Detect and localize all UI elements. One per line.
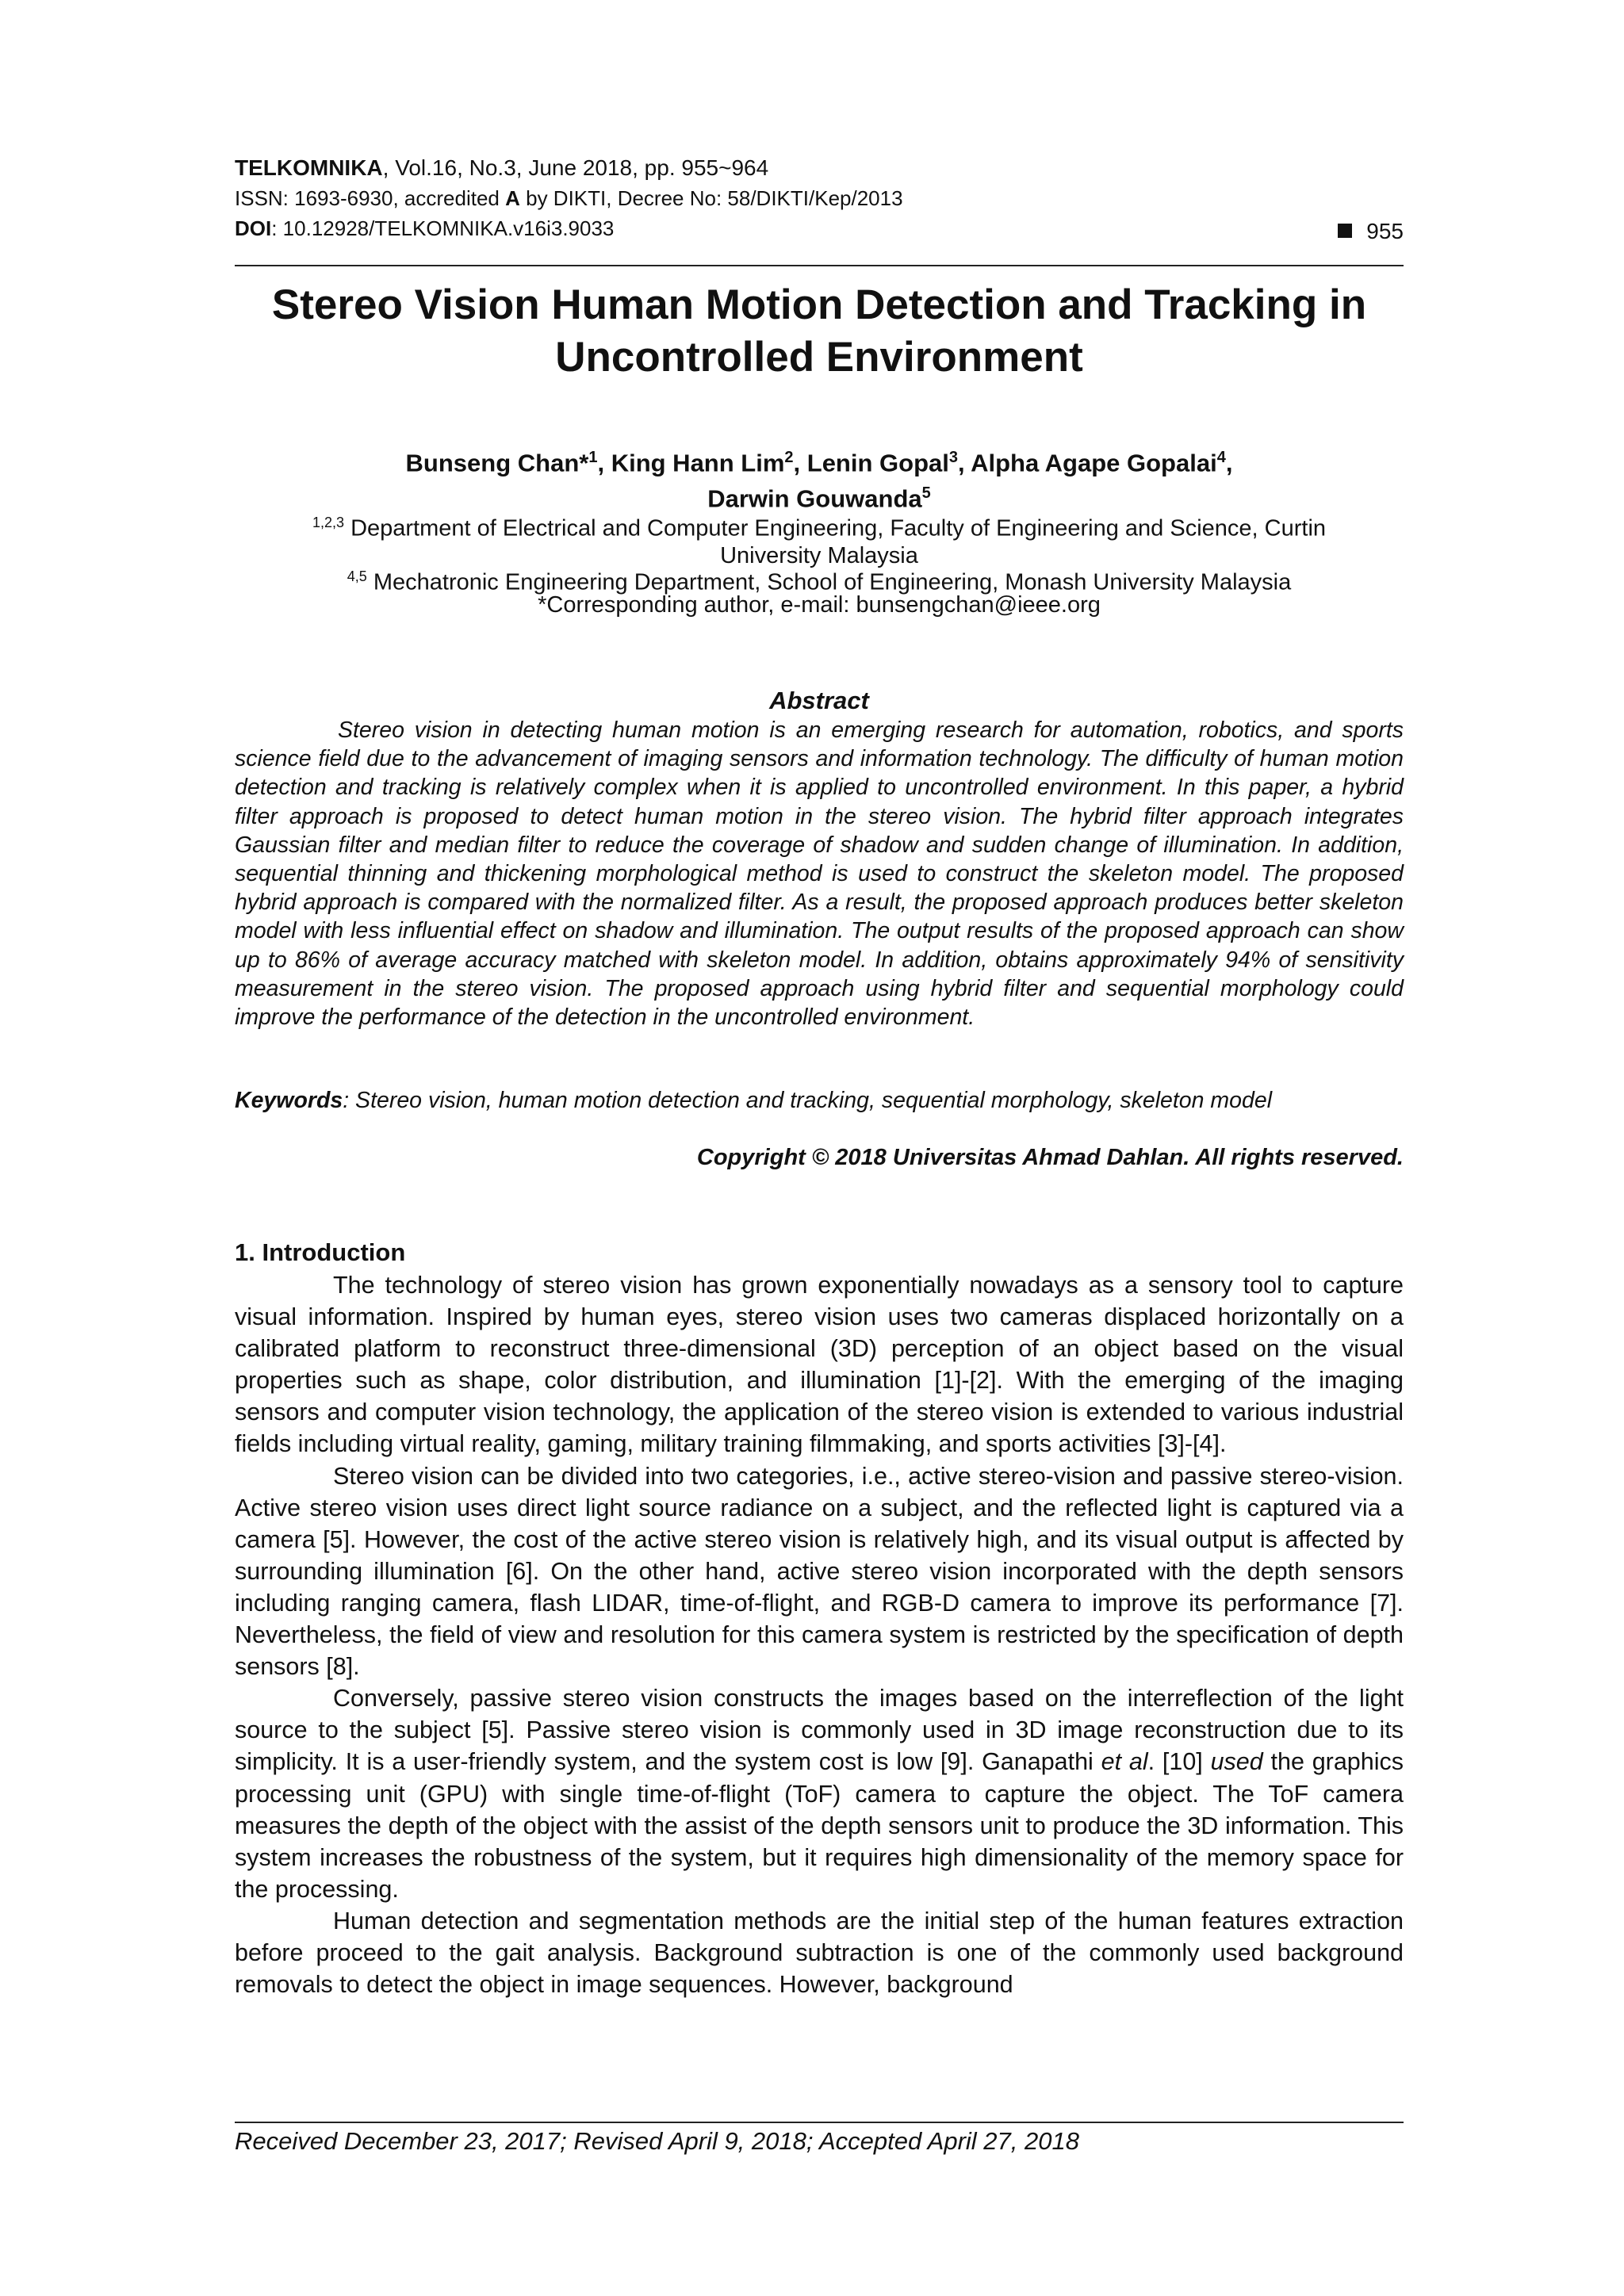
introduction-body: [235, 1269, 1404, 2000]
affiliation-sup: 4,5: [347, 568, 367, 584]
issn-line: [235, 186, 1400, 211]
doi-label: DOI: [235, 216, 272, 240]
title-line-1: Stereo Vision Human Motion Detection and Tracking in: [271, 281, 1367, 328]
affiliation-text: Mechatronic Engineering Department, School of Engineering, Monash University Malaysia: [366, 569, 1292, 595]
title-line-2: Uncontrolled Environment: [555, 334, 1083, 381]
volume-info: , Vol.16, No.3, June 2018, pp. 955~964: [382, 155, 769, 180]
keywords-label: Keywords: [235, 1088, 343, 1113]
author-name: , King Hann Lim: [597, 449, 785, 477]
paragraph: Stereo vision can be divided into two categories, i.e., active stereo-vision and passive stereo-vision. Active stereo vision uses direct light source radiance on a subject, and the reflected light is captured via a camera [5]. However, the cost of the active stereo vision is relatively high, and its visual output is affected by surrounding illumination [6]. On the other hand, active stereo vision incorporated with the depth sensors including ranging camera, flash LIDAR, time-of-flight, and RGB-D camera to improve its performance [7]. Nevertheless, the field of view and resolution for this camera system is restricted by the specification of depth sensors [8].: [235, 1462, 1404, 1681]
affiliation-sup: 1,2,3: [312, 515, 345, 530]
author-sup: 2: [784, 449, 794, 466]
author-sup: 3: [948, 449, 958, 466]
corresponding-author: *Corresponding author, e-mail: bunsengchan@ieee.org: [538, 592, 1101, 618]
journal-line: [235, 155, 1400, 181]
section-heading-introduction: 1. Introduction: [235, 1238, 406, 1266]
et-al-italic: et al: [1101, 1748, 1148, 1776]
paragraph: The technology of stereo vision has grown exponentially nowadays as a sensory tool to capture visual information. Inspired by human eyes, stereo vision uses two cameras displaced horizontally on a calibrated platform to reconstruct three-dimensional (3D) perception of an object based on the visual properties such as shape, color distribution, and illumination [1]-[2]. With the emerging of the imaging sensors and computer vision technology, the application of the stereo vision is extended to various industrial fields including virtual reality, gaming, military training filmmaking, and sports activities [3]-[4].: [235, 1272, 1404, 1458]
abstract-text: Stereo vision in detecting human motion is an emerging research for automation, robotics, and sports science field due to the advancement of imaging sensors and information technology. The difficulty of human motion detection and tracking is relatively complex when it is applied to uncontrolled environment. In this paper, a hybrid filter approach is proposed to detect human motion in the stereo vision. The hybrid filter approach integrates Gaussian filter and median filter to reduce the coverage of shadow and sudden change of illumination. In addition, sequential thinning and thickening morphological method is used to construct the skeleton model. The proposed hybrid approach is compared with the normalized filter. As a result, the proposed approach produces better skeleton model with less influential effect on shadow and illumination. The output results of the proposed approach can show up to 86% of average accuracy matched with skeleton model. In addition, obtains approximately 94% of sensitivity measurement in the stereo vision. The proposed approach using hybrid filter and sequential morphology could improve the performance of the detection in the uncontrolled environment.: [235, 718, 1404, 1031]
author-sup: 4: [1216, 449, 1226, 466]
page-number: [1338, 219, 1404, 244]
paragraph-text: Conversely, passive stereo vision constructs the images based on the interreflection of the light source to the subject [5]. Passive stereo vision is commonly used in 3D image reconstruction due to its simplicity. It is a user-friendly system, and the system cost is low [9]. Ganapathi: [235, 1685, 1404, 1776]
author-separator: ,: [1225, 449, 1233, 477]
square-bullet-icon: [1338, 224, 1352, 238]
used-italic: used: [1210, 1748, 1263, 1776]
paper-title: [235, 279, 1404, 384]
keywords-text: : Stereo vision, human motion detection and tracking, sequential morphology, skeleton model: [343, 1088, 1273, 1113]
author-sup: 1: [588, 449, 598, 466]
abstract-heading: Abstract: [769, 687, 869, 714]
header-rule: [235, 265, 1404, 266]
paragraph-text: the graphics processing unit (GPU) with single time-of-flight (ToF) camera to capture the object. The ToF camera measures the depth of the object with the assist of the depth sensors unit to produce the 3D information. This system increases the robustness of the system, but it requires high dimensionality of the memory space for the processing.: [235, 1748, 1404, 1903]
author-name: Bunseng Chan*: [405, 449, 589, 477]
paragraph: Human detection and segmentation methods are the initial step of the human features extraction before proceed to the gait analysis. Background subtraction is one of the commonly used background removals to detect the object in image sequences. However, background: [235, 1907, 1404, 1999]
affiliation-1: [235, 509, 1404, 569]
copyright-notice: Copyright © 2018 Universitas Ahmad Dahlan. All rights reserved.: [696, 1145, 1404, 1170]
author-name: , Alpha Agape Gopalai: [958, 449, 1217, 477]
author-name: Darwin Gouwanda: [707, 484, 922, 513]
accreditation-grade: A: [505, 186, 520, 210]
doi-line: [235, 216, 1400, 241]
affiliation-text: Department of Electrical and Computer Engineering, Faculty of Engineering and Science, Curtin: [344, 515, 1327, 541]
keywords: [235, 1086, 1404, 1115]
issn-decree: by DIKTI, Decree No: 58/DIKTI/Kep/2013: [519, 186, 903, 210]
author-name: , Lenin Gopal: [793, 449, 949, 477]
paragraph-text: . [10]: [1147, 1748, 1211, 1776]
affiliation-1-line-2: University Malaysia: [720, 542, 918, 568]
author-list: [235, 442, 1404, 515]
footer-rule: [235, 2122, 1404, 2123]
issn-text: ISSN: 1693-6930, accredited: [235, 186, 506, 210]
doi-value[interactable]: : 10.12928/TELKOMNIKA.v16i3.9033: [271, 216, 615, 240]
affiliation-1-line-1: [235, 509, 1404, 542]
received-dates: Received December 23, 2017; Revised April 9, 2018; Accepted April 27, 2018: [235, 2127, 1079, 2155]
author-line-1: [235, 442, 1404, 478]
paragraph: [235, 1682, 1404, 1905]
page-number-text: 955: [1366, 219, 1404, 243]
author-sup: 5: [921, 484, 931, 503]
journal-name: TELKOMNIKA: [235, 155, 383, 180]
